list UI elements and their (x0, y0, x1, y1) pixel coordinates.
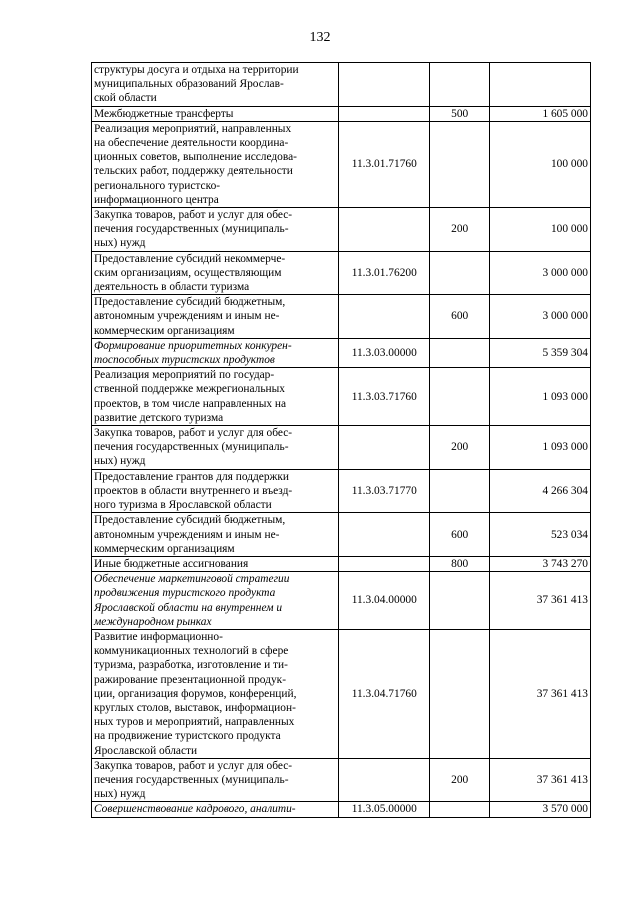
row-type-cell (430, 802, 490, 817)
row-name-cell: Предоставление грантов для поддержки проектов в области внутреннего и въезд- ного туризма в Ярославской области (92, 469, 339, 513)
table-row (92, 572, 591, 630)
row-name-cell: Закупка товаров, работ и услуг для обес- печения государственных (муниципаль- ных) нужд (92, 426, 339, 470)
row-name-cell: Обеспечение маркетинговой стратегии продвижения туристского продукта Ярославской области на внутреннем и международном рынках (92, 572, 339, 630)
row-code-cell (339, 63, 430, 107)
row-type-cell (430, 121, 490, 207)
table-row (92, 106, 591, 121)
row-sum-cell: 3 570 000 (490, 802, 591, 817)
row-code-cell: 11.3.01.71760 (339, 121, 430, 207)
row-name-cell: Формирование приоритетных конкурен- тоспособных туристских продуктов (92, 338, 339, 367)
row-code-cell: 11.3.05.00000 (339, 802, 430, 817)
row-code-cell (339, 106, 430, 121)
budget-table-body (92, 63, 591, 818)
row-name-cell: Закупка товаров, работ и услуг для обес- печения государственных (муниципаль- ных) нужд (92, 208, 339, 252)
row-sum-cell (490, 63, 591, 107)
table-row (92, 121, 591, 207)
row-code-cell: 11.3.03.00000 (339, 338, 430, 367)
row-type-cell (430, 368, 490, 426)
row-code-cell: 11.3.03.71770 (339, 469, 430, 513)
row-type-cell (430, 572, 490, 630)
table-row (92, 469, 591, 513)
row-sum-cell: 3 000 000 (490, 251, 591, 295)
row-type-cell (430, 338, 490, 367)
row-code-cell: 11.3.04.00000 (339, 572, 430, 630)
row-sum-cell: 37 361 413 (490, 758, 591, 802)
row-type-cell: 200 (430, 426, 490, 470)
row-name-cell: Межбюджетные трансферты (92, 106, 339, 121)
table-row (92, 758, 591, 802)
table-row (92, 295, 591, 339)
row-sum-cell: 100 000 (490, 121, 591, 207)
row-type-cell: 200 (430, 208, 490, 252)
row-type-cell (430, 469, 490, 513)
row-type-cell: 800 (430, 556, 490, 571)
row-name-cell: Совершенствование кадрового, аналити- (92, 802, 339, 817)
row-code-cell (339, 758, 430, 802)
row-type-cell (430, 63, 490, 107)
row-name-cell: Иные бюджетные ассигнования (92, 556, 339, 571)
table-row (92, 556, 591, 571)
row-name-cell: Закупка товаров, работ и услуг для обес- печения государственных (муниципаль- ных) нужд (92, 758, 339, 802)
row-name-cell: Предоставление субсидий бюджетным, автономным учреждениям и иным не- коммерческим организациям (92, 295, 339, 339)
row-type-cell: 600 (430, 513, 490, 557)
row-sum-cell: 3 000 000 (490, 295, 591, 339)
row-sum-cell: 37 361 413 (490, 629, 591, 758)
row-code-cell (339, 513, 430, 557)
table-row (92, 368, 591, 426)
table-row (92, 513, 591, 557)
row-code-cell: 11.3.04.71760 (339, 629, 430, 758)
row-sum-cell: 1 093 000 (490, 368, 591, 426)
row-name-cell: Реализация мероприятий, направленных на обеспечение деятельности координа- ционных советов, выполнение исследова- тельских работ, поддержку деятельности регионального туристско- информационного центра (92, 121, 339, 207)
table-row (92, 63, 591, 107)
row-type-cell: 200 (430, 758, 490, 802)
page-number: 132 (309, 30, 331, 45)
row-name-cell: Предоставление субсидий некоммерче- ским организациям, осуществляющим деятельность в области туризма (92, 251, 339, 295)
row-name-cell: Реализация мероприятий по государ- ственной поддержке межрегиональных проектов, в том числе направленных на развитие детского туризма (92, 368, 339, 426)
row-code-cell: 11.3.01.76200 (339, 251, 430, 295)
row-name-cell: Предоставление субсидий бюджетным, автономным учреждениям и иным не- коммерческим организациям (92, 513, 339, 557)
budget-table (91, 62, 591, 818)
row-code-cell (339, 426, 430, 470)
row-sum-cell: 523 034 (490, 513, 591, 557)
table-row (92, 251, 591, 295)
row-sum-cell: 1 605 000 (490, 106, 591, 121)
table-row (92, 802, 591, 817)
row-type-cell (430, 251, 490, 295)
row-sum-cell: 4 266 304 (490, 469, 591, 513)
table-row (92, 426, 591, 470)
row-sum-cell: 3 743 270 (490, 556, 591, 571)
row-sum-cell: 37 361 413 (490, 572, 591, 630)
row-code-cell: 11.3.03.71760 (339, 368, 430, 426)
row-type-cell: 600 (430, 295, 490, 339)
table-row (92, 629, 591, 758)
table-row (92, 338, 591, 367)
row-code-cell (339, 208, 430, 252)
row-code-cell (339, 556, 430, 571)
row-type-cell: 500 (430, 106, 490, 121)
row-name-cell: Развитие информационно- коммуникационных технологий в сфере туризма, разработка, изготовление и ти- ражирование презентационной продук- ции, организация форумов, конференций, круглых столов, выставок, информацион- ных туров и мероприятий, направленных на продвижение туристского продукта Ярославской области (92, 629, 339, 758)
row-code-cell (339, 295, 430, 339)
row-type-cell (430, 629, 490, 758)
row-name-cell: структуры досуга и отдыха на территории муниципальных образований Ярослав- ской области (92, 63, 339, 107)
table-row (92, 208, 591, 252)
row-sum-cell: 100 000 (490, 208, 591, 252)
row-sum-cell: 1 093 000 (490, 426, 591, 470)
row-sum-cell: 5 359 304 (490, 338, 591, 367)
